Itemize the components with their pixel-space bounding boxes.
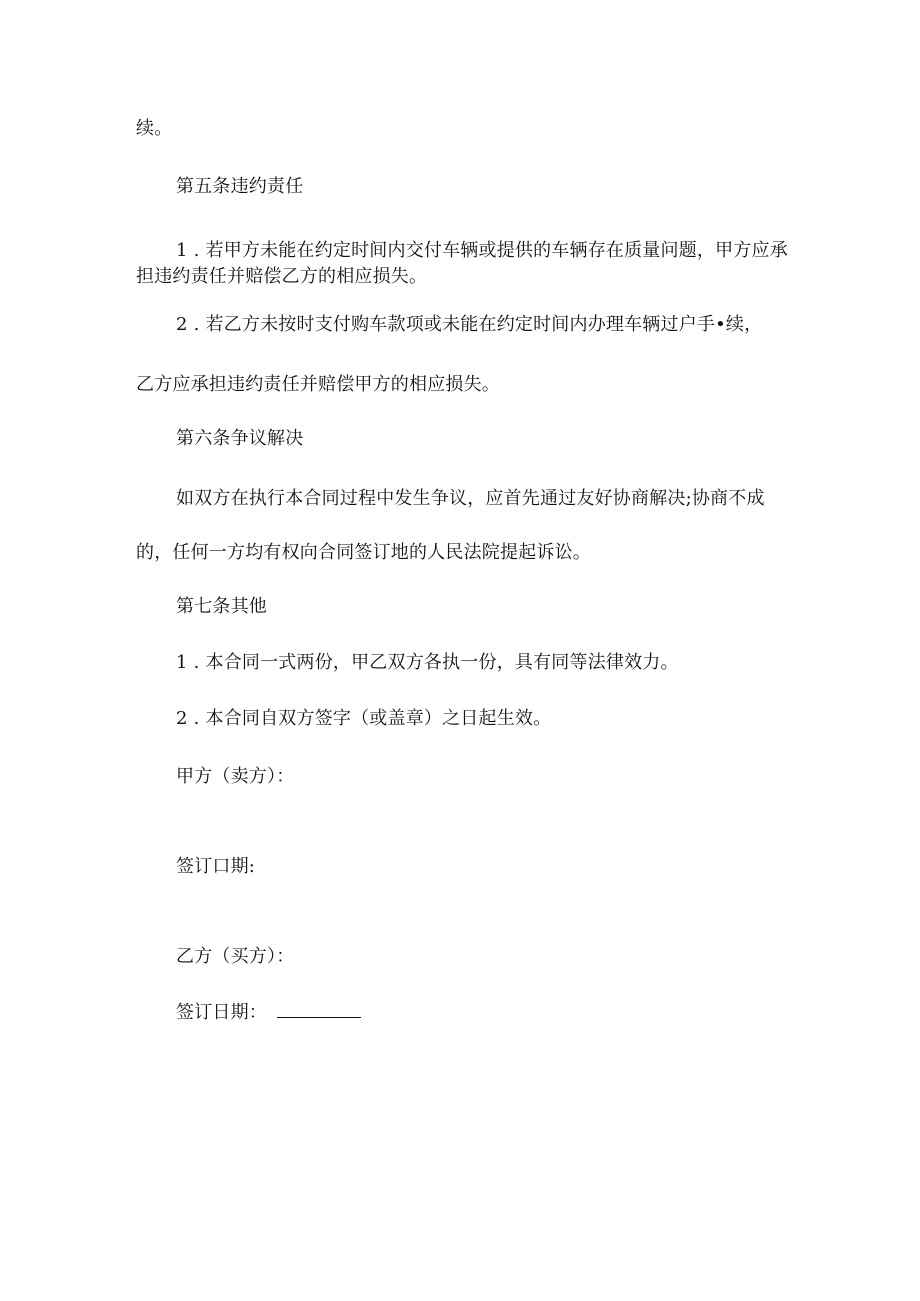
article-5-heading: 第五条违约责任: [176, 176, 304, 197]
item-text: . 本合同自双方签字（或盖章）之日起生效。: [193, 708, 552, 729]
article-7-item-2: [176, 708, 551, 730]
party-b-label: 乙方（买方）：: [176, 946, 295, 967]
item-number: 2: [176, 708, 188, 729]
item-text: . 本合同一式两份，甲乙双方各执一份，具有同等法律效力。: [193, 652, 679, 673]
article-7-heading: 第七条其他: [176, 596, 267, 617]
continuation-text: 续。: [136, 118, 173, 139]
article-5-item-2-line-1: [176, 314, 762, 336]
item-number: 2: [176, 314, 188, 335]
article-5-item-1-line-2: 担违约责任并赔偿乙方的相应损失。: [136, 266, 428, 287]
item-number: 1: [176, 240, 188, 261]
signing-date-a-label: 签订口期:: [176, 856, 256, 877]
party-a-label: 甲方（卖方）：: [176, 766, 295, 787]
signature-blank-line: [277, 1003, 361, 1018]
item-number: 1: [176, 652, 188, 673]
item-text: . 若乙方未按时支付购车款项或未能在约定时间内办理车辆过户手•续，: [193, 314, 763, 335]
article-6-line-2: 的，任何一方均有权向合同签订地的人民法院提起诉讼。: [136, 542, 591, 563]
article-5-item-1-line-1: [176, 240, 788, 262]
article-7-item-1: [176, 652, 679, 674]
item-text: . 若甲方未能在约定时间内交付车辆或提供的车辆存在质量问题，甲方应承: [193, 240, 788, 261]
signing-date-b-row: [176, 1002, 361, 1024]
signing-date-b-label: 签订日期：: [176, 1002, 267, 1023]
article-6-line-1: 如双方在执行本合同过程中发生争议，应首先通过友好协商解决;协商不成: [176, 488, 765, 509]
article-5-item-2-line-2: 乙方应承担违约责任并赔偿甲方的相应损失。: [136, 374, 500, 395]
article-6-heading: 第六条争议解决: [176, 428, 304, 449]
